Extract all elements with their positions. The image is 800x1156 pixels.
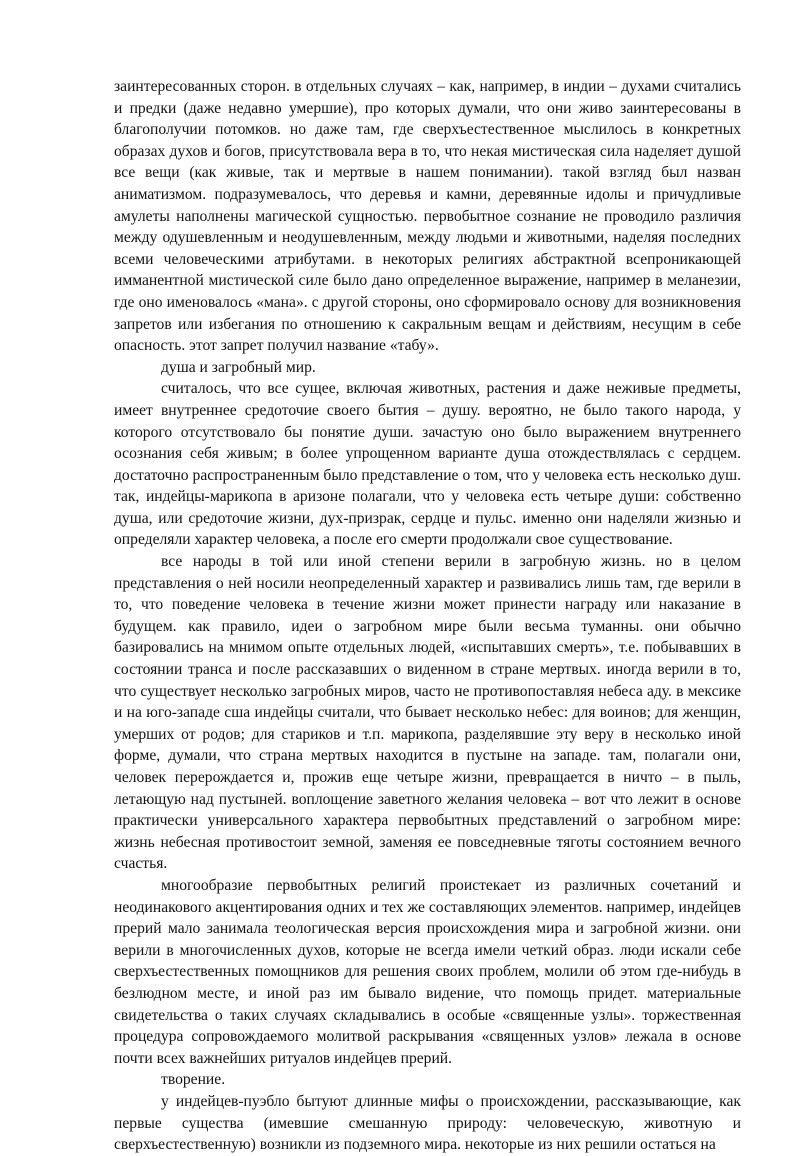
paragraph-animatism: заинтересованных сторон. в отдельных случаях – как, например, в индии – духами считались и предки (даже недавно умершие), про которых думали, что они живо заинтересованы в благополучии потомков. но даже там, где сверхъестественное мыслилось в конкретных образах духов и богов, присутствовала вера в то, что некая мистическая сила наделяет душой все вещи (как живые, так и мертвые в нашем понимании). такой взгляд был назван аниматизмом. подразумевалось, что деревья и камни, деревянные идолы и причудливые амулеты наполнены магической сущностью. первобытное сознание не проводило различия между одушевленным и неодушевленным, между людьми и животными, наделяя последних всеми человеческими атрибутами. в некоторых религиях абстрактной всепроникающей имманентной мистической силе было дано определенное выражение, например в меланезии, где оно именовалось «мана». с другой стороны, оно сформировало основу для возникновения запретов или избегания по отношению к сакральным вещам и действиям, несущим в себе опасность. этот запрет получил название «табу». [114, 78, 741, 355]
paragraph-creation: у индейцев-пуэбло бытуют длинные мифы о происхождении, рассказывающие, как первые существа (имевшие смешанную природу: человеческую, животную и сверхъестественную) возникли из подземного мира. некоторые из них решили остаться на [114, 1092, 741, 1154]
paragraph-afterlife: все народы в той или иной степени верили в загробную жизнь. но в целом представления о ней носили неопределенный характер и развивались лишь там, где верили в то, что поведение человека в течение жизни может принести награду или наказание в будущем. как правило, идеи о загробном мире были весьма туманны. они обычно базировались на мнимом опыте отдельных людей, «испытавших смерть», т.е. побывавших в состоянии транса и после рассказавших о виденном в стране мертвых. иногда верили в то, что существует несколько загробных миров, часто не противопоставляя небеса аду. в мексике и на юго-западе сша индейцы считали, что бывает несколько небес: для воинов; для женщин, умерших от родов; для стариков и т.п. марикопа, разделявшие эту веру в несколько иной форме, думали, что страна мертвых находится в пустыне на западе. там, полагали они, человек перерождается и, прожив еще четыре жизни, превращается в ничто – в пыль, летающую над пустыней. воплощение заветного желания человека – вот что лежит в основе практически универсального характера первобытных представлений о загробном мире: жизнь небесная противостоит земной, заменяя ее повседневные тяготы состоянием вечного счастья. [114, 553, 741, 873]
section-heading-soul: душа и загробный мир. [161, 358, 316, 376]
section-heading-creation: творение. [161, 1071, 226, 1089]
paragraph-diversity: многообразие первобытных религий проистекает из различных сочетаний и неодинакового акцентирования одних и тех же составляющих элементов. например, индейцев прерий мало занимала теологическая версия происхождения мира и загробной жизни. они верили в многочисленных духов, которые не всегда имели четкий образ. люди искали себе сверхъестественных помощников для решения своих проблем, молили об этом где-нибудь в безлюдном месте, и иной раз им бывало видение, что помощь придет. материальные свидетельства о таких случаях складывались в особые «священные узлы». торжественная процедура сопровождаемого молитвой раскрывания «священных узлов» лежала в основе почти всех важнейших ритуалов индейцев прерий. [114, 876, 741, 1067]
document-page [114, 76, 741, 1156]
paragraph-soul: считалось, что все сущее, включая животных, растения и даже неживые предметы, имеет внутреннее средоточие своего бытия – душу. вероятно, не было такого народа, у которого отсутствовало бы понятие души. зачастую оно было выражением внутреннего осознания себя живым; в более упрощенном варианте душа отождествлялась с сердцем. достаточно распространенным было представление о том, что у человека есть несколько душ. так, индейцы-марикопа в аризоне полагали, что у человека есть четыре души: собственно душа, или средоточие жизни, дух-призрак, сердце и пульс. именно они наделяли жизнью и определяли характер человека, а после его смерти продолжали свое существование. [114, 380, 741, 549]
